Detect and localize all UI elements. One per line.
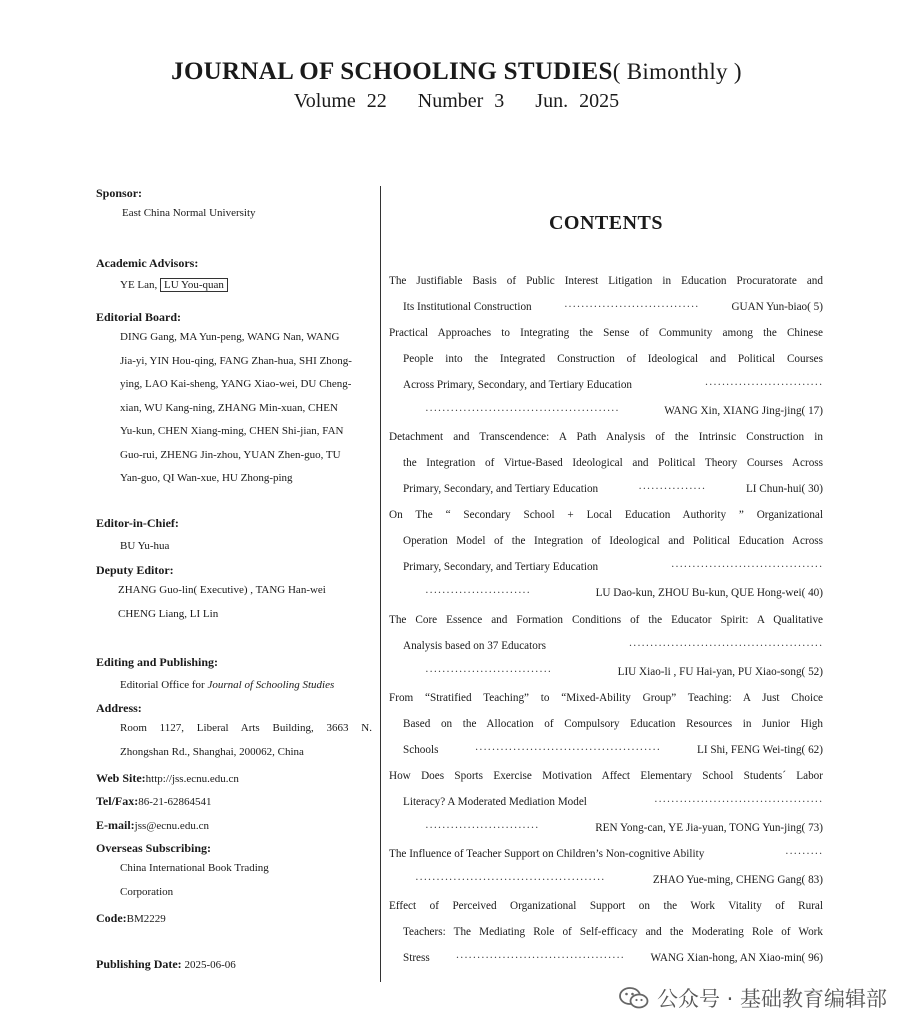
entry-author: REN Yong-can, YE Jia-yuan, TONG Yun-jing( 73)	[595, 822, 823, 834]
overseas-value	[96, 857, 372, 904]
entry-title-line: The Justifiable Basis of Public Interest Litigation in Education Procuratorate and	[389, 275, 823, 287]
deputy-section	[96, 563, 372, 626]
entry-author-line	[389, 398, 823, 424]
journal-header	[0, 58, 913, 113]
leader-dots: ································	[563, 301, 700, 313]
entry-title-line: Its Institutional Construction	[403, 301, 532, 313]
contents-title: CONTENTS	[548, 212, 664, 234]
journal-name: Journal of Schooling Studies	[207, 679, 335, 691]
entry-title-line: Based on the Allocation of Compulsory Education Resources in Junior High	[403, 718, 823, 730]
leader-dots: ·············································	[415, 874, 606, 886]
entry-title-text: The Influence of Teacher Support on Children’s Non-cognitive Ability	[389, 848, 705, 860]
code-label: Code:	[96, 911, 127, 925]
entry-title-line	[389, 633, 823, 659]
issue-number: Number 3	[417, 90, 505, 112]
toc-entry[interactable]	[389, 893, 823, 971]
watermark	[619, 983, 887, 1013]
website-section	[96, 771, 372, 786]
leader-dots: ········································	[653, 796, 823, 808]
toc-entry[interactable]	[389, 268, 823, 320]
editorial-board-section	[96, 310, 372, 491]
entry-title-text: Analysis based on 37 Educators	[403, 640, 546, 652]
address-label: Address:	[96, 701, 142, 715]
editorial-board-label: Editorial Board:	[96, 310, 182, 324]
issue-date: Jun. 2025	[535, 90, 620, 112]
pubdate-value: 2025-06-06	[184, 959, 236, 971]
toc-entry[interactable]	[389, 502, 823, 606]
board-line: xian, WU Kang-ning, ZHANG Min-xuan, CHEN	[120, 401, 338, 414]
publishing-prefix: Editorial Office for	[120, 679, 205, 691]
address-section	[96, 701, 372, 764]
leader-dots: ····································	[670, 561, 823, 573]
deputy-label: Deputy Editor:	[96, 563, 174, 577]
volume: Volume 22	[293, 90, 387, 112]
board-line: Yu-kun, CHEN Xiang-ming, CHEN Shi-jian, FAN	[120, 425, 344, 437]
overseas-section	[96, 841, 372, 904]
entry-title-line: Operation Model of the Integration of Ideological and Political Education Across	[403, 535, 823, 547]
entry-author: ZHAO Yue-ming, CHENG Gang( 83)	[652, 874, 823, 886]
entry-title-line: People into the Integrated Construction of Ideological and Political Courses	[403, 353, 823, 365]
entry-author: GUAN Yun-biao( 5)	[731, 301, 823, 313]
entry-author-line	[389, 580, 823, 606]
entry-author-line	[389, 294, 823, 320]
entry-author-line	[389, 737, 823, 763]
entry-title-line	[389, 372, 823, 398]
website-label: Web Site:	[96, 771, 146, 785]
volume-line	[0, 90, 913, 113]
entry-author: LIU Xiao-li , FU Hai-yan, PU Xiao-song( 52)	[617, 666, 823, 678]
entry-author: LI Shi, FENG Wei-ting( 62)	[697, 744, 823, 756]
entry-author: WANG Xin, XIANG Jing-jing( 17)	[664, 405, 823, 417]
column-divider	[380, 186, 381, 982]
deputy-line: ZHANG Guo-lin( Executive) , TANG Han-wei	[118, 584, 326, 596]
chief-value: BU Yu-hua	[120, 540, 170, 552]
leader-dots: ················	[638, 483, 706, 495]
entry-title-line: Practical Approaches to Integrating the Sense of Community among the Chinese	[389, 327, 823, 339]
code-section	[96, 911, 372, 926]
entry-title-text: Stress	[403, 952, 430, 964]
overseas-label: Overseas Subscribing:	[96, 841, 212, 855]
address-line: Zhongshan Rd., Shanghai, 200062, China	[120, 745, 304, 758]
watermark-text: 公众号 · 基础教育编辑部	[656, 987, 887, 1011]
entry-author-line	[389, 476, 823, 502]
leader-dots: ············································	[474, 744, 661, 756]
email-section	[96, 818, 372, 833]
entry-title-line	[389, 841, 823, 867]
editorial-board-list	[96, 326, 372, 491]
board-line: Jia-yi, YIN Hou-qing, FANG Zhan-hua, SHI Zhong-	[120, 354, 352, 367]
address-value	[96, 717, 372, 764]
telfax-value: 86-21-62864541	[138, 796, 212, 808]
leader-dots: ···························	[425, 822, 540, 834]
telfax-section	[96, 794, 372, 809]
toc-entry[interactable]	[389, 685, 823, 763]
leader-dots: ········································	[455, 952, 625, 964]
entry-title-line	[389, 554, 823, 580]
entry-author-line	[389, 945, 823, 971]
toc-entry[interactable]	[389, 607, 823, 685]
toc-entry[interactable]	[389, 841, 823, 893]
leader-dots: ·········	[784, 848, 823, 860]
pubdate-section	[96, 957, 372, 972]
leader-dots: ····························	[704, 379, 823, 391]
telfax-label: Tel/Fax:	[96, 794, 139, 808]
pubdate-label: Publishing Date:	[96, 957, 182, 971]
entry-title-line: The Core Essence and Formation Conditions of the Educator Spirit: A Qualitative	[389, 614, 823, 626]
entry-title-line: Effect of Perceived Organizational Support on the Work Vitality of Rural	[389, 900, 823, 912]
entry-title-text: Across Primary, Secondary, and Tertiary Education	[403, 379, 633, 391]
entry-title-line: Teachers: The Mediating Role of Self-efficacy and the Moderating Role of Work	[403, 926, 823, 938]
deputy-line: CHENG Liang, LI Lin	[118, 607, 219, 620]
overseas-line: Corporation	[120, 885, 174, 898]
entry-author: LU Dao-kun, ZHOU Bu-kun, QUE Hong-wei( 40)	[595, 587, 823, 599]
entry-title-line	[389, 789, 823, 815]
leader-dots: ··············································	[628, 640, 823, 652]
journal-frequency: ( Bimonthly )	[612, 59, 742, 84]
entry-title-text: Literacy? A Moderated Mediation Model	[403, 796, 587, 808]
publishing-label: Editing and Publishing:	[96, 655, 219, 669]
entry-author: WANG Xian-hong, AN Xiao-min( 96)	[650, 952, 823, 964]
entry-title-line: the Integration of Virtue-Based Ideological and Political Theory Courses Across	[403, 457, 823, 469]
email-value[interactable]: jss@ecnu.edu.cn	[134, 820, 209, 832]
journal-title-line	[0, 58, 913, 86]
entry-title-line: Detachment and Transcendence: A Path Analysis of the Intrinsic Construction in	[389, 431, 823, 443]
entry-title-line: On The “ Secondary School + Local Education Authority ” Organizational	[389, 509, 823, 521]
email-label: E-mail:	[96, 818, 135, 832]
address-line: Room 1127, Liberal Arts Building, 3663 N.	[120, 722, 372, 734]
advisor-name-boxed: LU You-quan	[160, 278, 228, 292]
entry-title-text: Schools	[403, 744, 439, 756]
deputy-list	[96, 579, 372, 626]
entry-author: LI Chun-hui( 30)	[745, 483, 823, 495]
chief-label: Editor-in-Chief:	[96, 516, 179, 530]
leader-dots: ··············································	[425, 405, 620, 417]
entry-title-text: Primary, Secondary, and Tertiary Education	[403, 561, 599, 573]
entry-title-line: How Does Sports Exercise Motivation Affect Elementary School Students´ Labor	[389, 770, 823, 782]
wechat-icon	[619, 986, 649, 1010]
leader-dots: ·························	[425, 587, 531, 599]
journal-title: JOURNAL OF SCHOOLING STUDIES	[171, 58, 613, 85]
entry-title-line: From “Stratified Teaching” to “Mixed-Ability Group” Teaching: A Just Choice	[389, 692, 823, 704]
entry-author-line	[389, 815, 823, 841]
advisors-label: Academic Advisors:	[96, 256, 199, 270]
toc-entry[interactable]	[389, 320, 823, 424]
board-line: Yan-guo, QI Wan-xue, HU Zhong-ping	[120, 472, 293, 484]
publishing-section	[96, 655, 372, 691]
publishing-value	[96, 679, 372, 691]
leader-dots: ······························	[425, 666, 552, 678]
sponsor-section	[96, 186, 372, 219]
sponsor-value: East China Normal University	[122, 207, 256, 219]
entry-author-line	[389, 867, 823, 893]
advisors-section	[96, 256, 372, 291]
advisors-value	[96, 279, 372, 291]
chief-section	[96, 516, 372, 552]
code-value: BM2229	[126, 913, 166, 925]
entry-title-text: Primary, Secondary, and Tertiary Education	[403, 483, 599, 495]
sponsor-label: Sponsor:	[96, 186, 143, 200]
board-line: ying, LAO Kai-sheng, YANG Xiao-wei, DU Cheng-	[120, 378, 352, 390]
advisor-name: YE Lan,	[120, 279, 158, 291]
board-line: Guo-rui, ZHENG Jin-zhou, YUAN Zhen-guo, TU	[120, 448, 341, 461]
entry-author-line	[389, 659, 823, 685]
toc-entry[interactable]	[389, 763, 823, 841]
website-value[interactable]: http://jss.ecnu.edu.cn	[145, 773, 239, 785]
overseas-line: China International Book Trading	[120, 862, 269, 874]
board-line: DING Gang, MA Yun-peng, WANG Nan, WANG	[120, 331, 340, 343]
toc-entry[interactable]	[389, 424, 823, 502]
